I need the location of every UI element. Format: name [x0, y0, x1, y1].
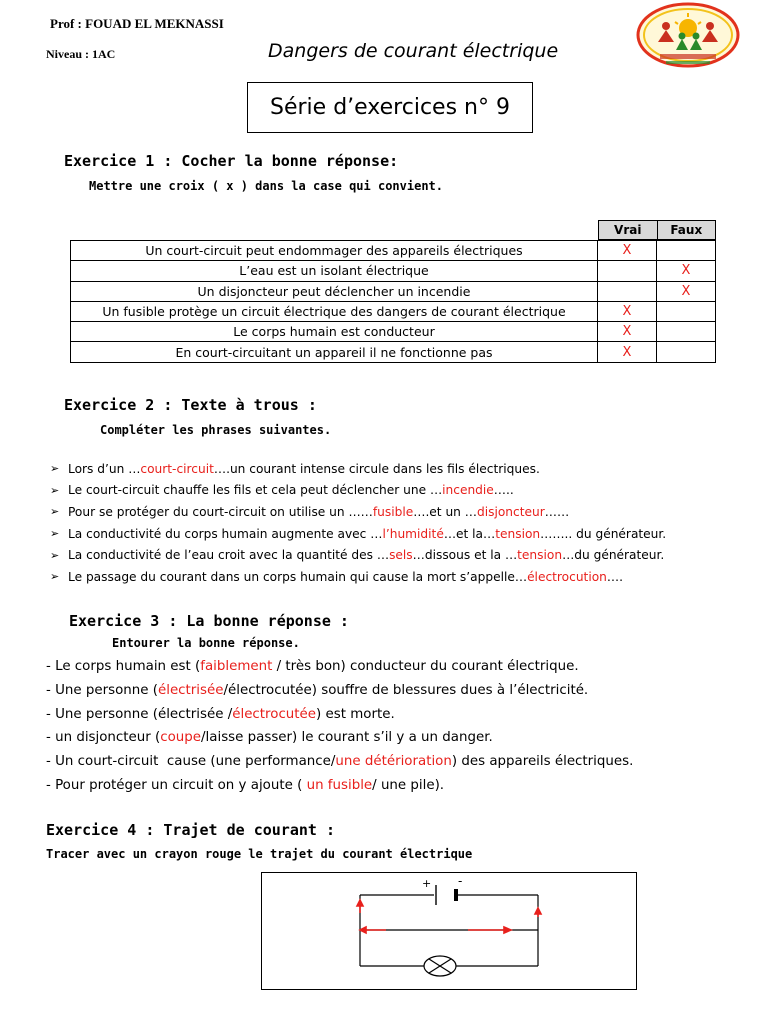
vrai-cell[interactable]: X — [598, 322, 657, 342]
table-row — [71, 301, 716, 321]
ex3-instruction: Entourer la bonne réponse. — [112, 636, 300, 650]
ex3-list — [46, 655, 761, 797]
bullet-arrow-icon: ➢ — [50, 527, 60, 541]
statement: Le corps humain est conducteur — [71, 322, 598, 342]
text-segment: Le court-circuit chauffe les fils et cela peut déclencher une … — [68, 483, 443, 498]
series-title: Série d’exercices n° 9 — [247, 82, 533, 133]
list-item — [50, 523, 760, 545]
statement: Un disjoncteur peut déclencher un incendie — [71, 281, 598, 301]
faux-cell[interactable]: X — [657, 261, 716, 281]
vrai-cell[interactable]: X — [598, 342, 657, 362]
vrai-cell[interactable]: X — [598, 301, 657, 321]
line-text — [46, 683, 588, 698]
answer-text: incendie — [442, 483, 494, 498]
page-title: Dangers de courant électrique — [268, 40, 559, 62]
text-segment: - Le corps humain est ( — [46, 659, 201, 675]
list-item — [46, 679, 761, 703]
text-segment: / très bon) conducteur du courant électrique. — [272, 659, 579, 675]
school-logo — [632, 2, 744, 72]
ex2-title: Exercice 2 : Texte à trous : — [64, 396, 317, 414]
line-text — [46, 659, 579, 674]
list-item — [50, 458, 760, 480]
ex1-table-header — [598, 220, 716, 240]
ex1-table — [70, 240, 716, 363]
vrai-cell[interactable]: X — [598, 241, 657, 261]
statement: Un court-circuit peut endommager des appareils électriques — [71, 241, 598, 261]
circuit-diagram — [261, 872, 637, 990]
answer-text: une détérioration — [335, 754, 452, 770]
table-row — [71, 261, 716, 281]
text-segment: La conductivité du corps humain augmente avec … — [68, 526, 383, 541]
table-row — [71, 322, 716, 342]
text-segment: ….un courant intense circule dans les fils électriques. — [213, 461, 540, 476]
ex4-title: Exercice 4 : Trajet de courant : — [46, 821, 335, 839]
statement: L’eau est un isolant électrique — [71, 261, 598, 281]
text-segment: / une pile). — [372, 777, 445, 793]
line-text — [68, 570, 623, 584]
answer-text: l’humidité — [382, 526, 444, 541]
plus-sign: + — [422, 877, 432, 890]
line-text — [68, 548, 664, 562]
list-item — [50, 501, 760, 523]
list-item — [46, 702, 761, 726]
line-text — [68, 462, 540, 476]
list-item — [46, 750, 761, 774]
text-segment: …dissous et la … — [412, 548, 518, 563]
line-text — [46, 730, 493, 745]
text-segment: ) est morte. — [316, 706, 395, 722]
answer-text: court-circuit — [140, 461, 214, 476]
answer-text: coupe — [160, 730, 202, 746]
line-text — [46, 707, 395, 722]
text-segment: /laisse passer) le courant s’il y a un danger. — [201, 730, 493, 746]
text-segment: …du générateur. — [562, 548, 665, 563]
faux-cell[interactable]: X — [657, 281, 716, 301]
ex2-instruction: Compléter les phrases suivantes. — [100, 423, 332, 437]
faux-cell[interactable] — [657, 241, 716, 261]
table-row — [71, 342, 716, 362]
ex1-title: Exercice 1 : Cocher la bonne réponse: — [64, 152, 399, 170]
vrai-cell[interactable] — [598, 281, 657, 301]
text-segment: ) des appareils électriques. — [451, 754, 634, 770]
text-segment: ….. — [493, 483, 514, 498]
bullet-arrow-icon: ➢ — [50, 483, 60, 497]
text-segment: - Pour protéger un circuit on y ajoute ( — [46, 777, 307, 793]
answer-text: disjoncteur — [476, 504, 545, 519]
bullet-arrow-icon: ➢ — [50, 548, 60, 562]
list-item — [50, 544, 760, 566]
answer-text: faiblement — [200, 659, 273, 675]
faux-cell[interactable] — [657, 301, 716, 321]
col-faux: Faux — [657, 220, 717, 240]
ex2-list — [50, 458, 760, 588]
line-text — [68, 483, 514, 497]
text-segment: …. — [606, 569, 623, 584]
answer-text: électrocutée — [232, 706, 317, 722]
answer-text: tension — [517, 548, 563, 563]
ex4-instruction: Tracer avec un crayon rouge le trajet du courant électrique — [46, 847, 473, 861]
statement: En court-circuitant un appareil il ne fonctionne pas — [71, 342, 598, 362]
faux-cell[interactable] — [657, 322, 716, 342]
answer-text: fusible — [372, 504, 414, 519]
bullet-arrow-icon: ➢ — [50, 462, 60, 476]
minus-sign: - — [458, 874, 463, 888]
text-segment: Le passage du courant dans un corps humain qui cause la mort s’appelle… — [68, 569, 528, 584]
line-text — [68, 505, 569, 519]
list-item — [50, 480, 760, 502]
line-text — [46, 778, 444, 793]
answer-text: électrisée — [157, 683, 224, 699]
text-segment: - Un court-circuit cause (une performance/ — [46, 754, 336, 770]
text-segment: La conductivité de l’eau croit avec la quantité des … — [68, 548, 390, 563]
text-segment: - Une personne ( — [46, 683, 158, 699]
bullet-arrow-icon: ➢ — [50, 505, 60, 519]
circuit-svg — [262, 873, 636, 989]
list-item — [46, 726, 761, 750]
line-text — [46, 754, 633, 769]
ex3-title: Exercice 3 : La bonne réponse : — [69, 612, 349, 630]
table-row — [71, 241, 716, 261]
text-segment: /électrocutée) souffre de blessures dues à l’électricité. — [223, 683, 589, 699]
list-item — [46, 655, 761, 679]
answer-text: sels — [389, 548, 413, 563]
answer-text: électrocution — [527, 569, 607, 584]
text-segment: Lors d’un … — [68, 461, 141, 476]
text-segment: …….. du générateur. — [540, 526, 667, 541]
text-segment: …et la… — [443, 526, 496, 541]
text-segment: ….et un … — [413, 504, 477, 519]
answer-text: un fusible — [306, 777, 373, 793]
ex1-instruction: Mettre une croix ( x ) dans la case qui convient. — [89, 179, 444, 193]
faux-cell[interactable] — [657, 342, 716, 362]
list-item — [50, 566, 760, 588]
statement: Un fusible protège un circuit électrique des dangers de courant électrique — [71, 301, 598, 321]
lamp — [424, 956, 456, 976]
table-row — [71, 281, 716, 301]
level: Niveau : 1AC — [46, 47, 116, 61]
text-segment: - Une personne (électrisée / — [46, 706, 233, 722]
text-segment: - un disjoncteur ( — [46, 730, 161, 746]
line-text — [68, 527, 666, 541]
col-vrai: Vrai — [598, 220, 657, 240]
text-segment: Pour se protéger du court-circuit on utilise un …… — [68, 504, 373, 519]
vrai-cell[interactable] — [598, 261, 657, 281]
prof-name: Prof : FOUAD EL MEKNASSI — [50, 16, 224, 31]
text-segment: …… — [544, 504, 570, 519]
bullet-arrow-icon: ➢ — [50, 570, 60, 584]
list-item — [46, 773, 761, 797]
answer-text: tension — [495, 526, 541, 541]
